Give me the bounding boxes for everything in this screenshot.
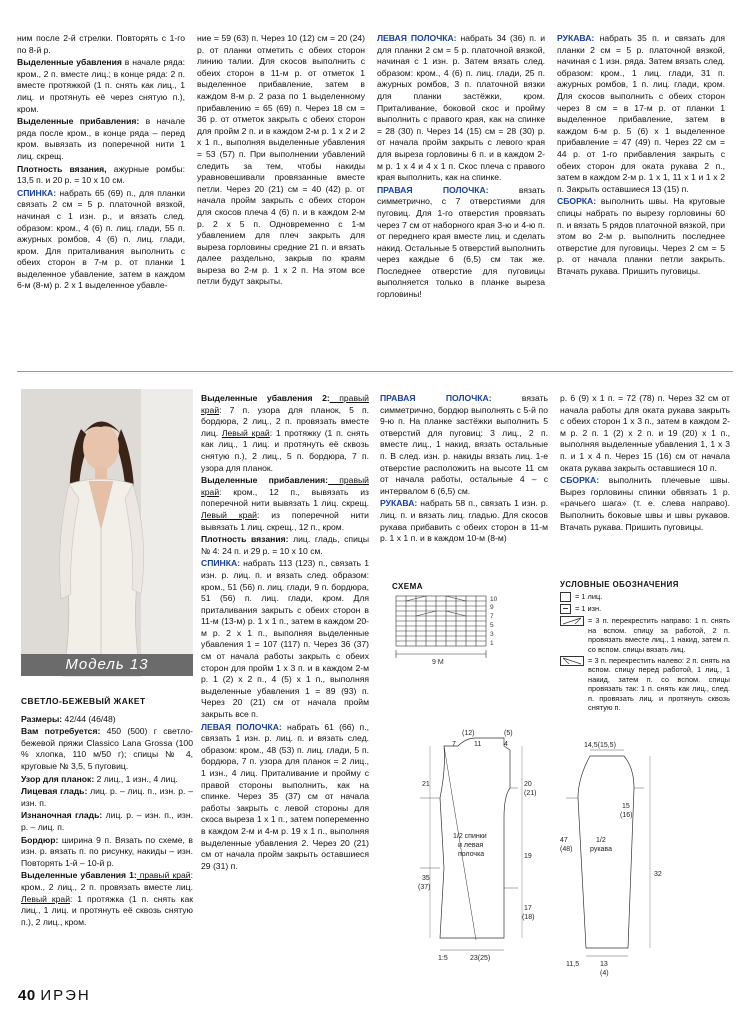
para-text: набрать 58 п., связать 1 изн. р. лиц. п. и вязать лиц. гладью. Для скосов рукава прибавить с обеих сторон в 11-м р. 1 х 1 п. и в каждом 10-м (8-м) (380, 498, 548, 544)
legend-item (560, 656, 730, 712)
para-text: : 1 протяжку (1 п. снять как лиц., 1 лиц. и протянуть её сквозь снятую п.), 2 лиц., 5 п. бордюра, 7 п. узора для планок. (201, 427, 369, 473)
p2-r16: (16) (620, 812, 633, 819)
top1-para (17, 188, 185, 292)
para-heading: Вам потребуется: (21, 726, 101, 737)
schema-row-5: 5 (490, 622, 494, 629)
schema-row-3: 3 (490, 631, 494, 638)
p1-top12: (12) (462, 730, 475, 737)
top-col-4 (557, 33, 725, 278)
mid3-para (380, 393, 548, 497)
underlined-term: правый край (201, 475, 369, 497)
schema-row-9: 9 (490, 604, 494, 611)
para-heading: Выделенные прибавления: (17, 116, 140, 127)
mid2-para (201, 393, 369, 474)
pattern-body (400, 728, 548, 968)
para-text: набрать 34 (36) п. и для планки 2 см = 5 р. платочной вязкой, начиная с 1 изн. р. Затем вязать след. образом: кром., 4 (6) п. лиц. глади, 25 п. ажурных ромбов, 3 п. платочной вязки для планки застёжки, кром. Приталивание, боковой скос и пройму выполнить с правого края, как на спинке = 28 (30) п. Через 14 (15) см = 28 (30) р. от начала пройм закрыть с левого края для выреза горловины 6 п. и в каждом 2-м р. 1 х 4 и 4 х 1 п. Скос плеча с правого края выполнить, как на спинке. (377, 33, 545, 183)
cross-r-symbol-icon (560, 616, 584, 626)
para-text: лиц. гладь, спицы № 4: 24 п. и 29 р. = 10 х 10 см. (201, 534, 369, 556)
p1-r18: (18) (522, 914, 535, 921)
model-para (21, 786, 193, 809)
section-heading: СБОРКА: (557, 196, 597, 207)
mid4-para (560, 393, 730, 474)
para-text: набрать 65 (69) п., для планки связать 2 см = 5 р. платочной вязкой, начиная с 1 изн. р., и вязать след. образом: кром., 4 (6) п. лиц. глади, 55 п. ажурных ромбов, 4 (6) п. лиц. глади, кром. Для приталивания выполнить с обеих сторон в 7-м р. от планки 1 выделенное убавление, затем в каждом 6-м (8-м) р. 2 х 1 выделенное убавле- (17, 187, 185, 291)
p1-r19: 19 (524, 853, 532, 860)
legend-item (560, 616, 730, 654)
schema-width: 9 М (432, 659, 444, 666)
para-heading: Бордюр: (21, 834, 59, 845)
pattern-sleeve (560, 738, 680, 977)
para-text: в начале ряда после кром., в конце ряда – перед кром. вывязать из поперечной нити 1 лиц. скрещ. (17, 116, 186, 161)
para-text: ние = 59 (63) п. Через 10 (12) см = 20 (24) р. от планки отметить с обеих сторон линию талии. Для скосов выполнить с обеих сторон в 11-м р. от отметок 1 выделенное прибавление, затем в каждом 8-м р. 2 раза по 1 выделенному прибавлению = 65 (69) п. Через 18 см = 36 р. от отметок закрыть с обеих сторон для пройм 2 п. и в каждом 2-м р. 1 х 2 и 2 х 1 п., выполняя выделенные убавления = 53 (57) п. При выполнении убавлений следить за тем, чтобы накиды уравновешивали провязанные вместе петли. Через 20 (21) см = 40 (42) р. от начала пройм закрыть с обеих сторон для скосов плеча 4 (6) п. и в каждом 2-м р. 2 х 5 п. Одновременно с 1-м убавлением для плеч закрыть для выреза горловины средние 21 п. и вязать далее раздельно, закрыв по краям выреза во 2-м р. 1 х 2 п. На этом все петли будут закрыты. (197, 33, 365, 287)
para-heading: Плотность вязания, (17, 163, 107, 174)
model-para (21, 870, 193, 928)
p2-r32: 32 (654, 871, 662, 878)
para-heading: Выделенные прибавления: (201, 475, 329, 486)
para-text: : из поперечной нити вывязать 1 лиц. скрещ., 12 п., кром. (201, 509, 369, 532)
mid-col-2 (201, 393, 369, 873)
para-text: 450 (500) г светло-бежевой пряжи Classico Lana Grossa (100 % хлопка, 110 м/50 г); спицы № 4, круговые № 3,5, 5 пуговиц. (21, 726, 193, 771)
p1-top4: 4 (504, 741, 508, 748)
para-text: ширина 9 п. Вязать по схеме, в изн. р. вязать п. по рисунку, накиды – изн. Повторять 1-й – 10-й р. (21, 834, 193, 868)
top1-para (17, 116, 185, 162)
woman-jacket-illustration (21, 389, 193, 676)
p1-center2: и левая (458, 842, 484, 849)
legend-text: = 3 п. перекрестить налево: 2 п. снять на вспом. спицу перед работой, 1 лиц., 1 накид, затем п. со вспом. спицы провязать так: 1 п. снять как лиц., след. п. провязать лиц. и протянуть сквозь снятую п. (588, 656, 730, 713)
section-heading: ЛЕВАЯ ПОЛОЧКА: (201, 721, 282, 732)
para-text: : 1 протяжка (1 п. снять как лиц., 1 лиц. и протянуть её сквозь снятую п.), 2 лиц., кром. (21, 893, 193, 927)
underlined-term: Левый край (21, 893, 70, 904)
p2-r15: 15 (622, 803, 630, 810)
para-text: 42/44 (46/48) (62, 713, 116, 724)
p2-center: 1/2 (596, 837, 606, 844)
para-text: лиц. р. – изн. п., изн. р. – лиц. п. (21, 810, 193, 832)
p2-b13: 13 (600, 961, 608, 968)
para-heading: Изнаночная гладь: (21, 810, 103, 821)
para-text: ним после 2-й стрелки. Повторять с 1-го по 8-й р. (17, 33, 185, 55)
para-text: : кром., 2 лиц., 2 п. провязать вместе лиц. (21, 870, 193, 892)
p1-center1: 1/2 спинки (453, 833, 487, 840)
top3-para (377, 185, 545, 301)
model-photo (21, 389, 193, 676)
para-heading: Выделенные убавления (17, 57, 122, 68)
top3-para (377, 33, 545, 184)
para-text: выполнить швы. На круговые спицы набрать по вырезу горловины 60 п. и вязать 5 рядов платочной вязкой, при этом во 2-м р. выполнить последнее отверстие для пуговицы. Через 2 см = 5 р. от начала планки петли закрыть. Втачать рукава. Пришить пуговицы. (557, 196, 725, 276)
p2-l47: 47 (560, 837, 568, 844)
model-para (21, 714, 193, 726)
legend (560, 580, 730, 714)
model-title: СВЕТЛО-БЕЖЕВЫЙ ЖАКЕТ (21, 696, 146, 706)
p1-l35: 35 (422, 875, 430, 882)
p1-b15: 1:5 (438, 955, 448, 962)
legend-item (560, 592, 730, 602)
top-col-2 (197, 33, 365, 289)
mid2-para (201, 558, 369, 720)
schema-row-10: 10 (490, 596, 498, 603)
section-heading: РУКАВА: (380, 498, 418, 509)
top-col-3 (377, 33, 545, 302)
p1-top7: 7 (452, 741, 456, 748)
section-divider (17, 371, 733, 372)
mid4-para (560, 475, 730, 533)
para-text: ажурные ромбы: 13,5 п. и 20 р. = 10 х 10 см. (17, 163, 185, 186)
top2-para (197, 33, 365, 288)
p1-center3: полочка (458, 851, 485, 858)
section-heading: СБОРКА: (560, 475, 600, 486)
schema-row-1: 1 (490, 640, 494, 647)
section-heading: ЛЕВАЯ ПОЛОЧКА: (377, 33, 457, 43)
para-text: вязать симметрично, с 7 отверстиями для пуговиц. Для 1-го отверстия провязать через 7 см от наборного края 3-ю и 4-ю п. от переднего края вместе лиц. и сделать накид. Остальные 5 отверстий выполнить через каждые 6 (6,5) см так же. Последнее отверстие для пуговицы выполняется только в планке выреза горловины! (377, 184, 545, 300)
para-heading: Размеры: (21, 713, 63, 724)
para-heading: Выделенные убавления 1: (21, 870, 137, 881)
p1-top11: 11 (474, 741, 482, 748)
page-footer (18, 987, 91, 1004)
mid-col-3 (380, 393, 548, 546)
schema-row-7: 7 (490, 613, 494, 620)
underlined-term: правый край (136, 870, 191, 881)
model-label: Модель 13 (21, 654, 193, 676)
para-heading: Узор для планок: (21, 773, 95, 784)
para-text: вязать симметрично, бордюр выполнять с 5-й по 9-ю п. На планке застёжки выполнить 5 отверстий для пуговиц: 3 лиц., 2 п. вместе лиц., 1 накид, вязать остальные п. В след. изн. р. накиды вязать лиц. 1-е отверстие расположить на высоте 11 см от начала работы, остальные 4 – с интервалом 6 (6,5) см. (380, 393, 548, 496)
top-col-1 (17, 33, 185, 293)
magazine-name: ИРЭН (40, 987, 91, 1004)
p1-l37: (37) (418, 884, 431, 891)
p2-b11: 11,5 (566, 961, 580, 968)
mid2-para (201, 722, 369, 873)
top1-para (17, 164, 185, 187)
schema-title: СХЕМА (392, 582, 424, 591)
p2-b4: (4) (600, 970, 609, 977)
para-heading: Выделенные убавления 2: (201, 393, 330, 403)
para-text: 2 лиц., 1 изн., 4 лиц. (94, 773, 178, 784)
legend-text: = 3 п. перекрестить направо: 1 п. снять на вспом. спицу за работой, 2 п. провязать вместе лиц., 1 накид, затем п. со вспом. спицы вязать лиц. (588, 616, 730, 654)
legend-text: = 1 лиц. (575, 592, 603, 602)
para-text: выполнить плечевые швы. Вырез горловины спинки обвязать 1 р. «рачьего шага» (т. е. слева направо). Выполнить боковые швы и швы рукавов. Втачать рукава. Пришить пуговицы. (560, 475, 730, 532)
legend-text: = 1 изн. (575, 604, 602, 614)
para-text: набрать 61 (66) п., связать 1 изн. р. лиц. п. и вязать след. образом: кром., 48 (53) п. лиц. глади, 5 п. бордюра, 7 п. узора для планок = 2 лиц., 1 изн., 4 лиц. Приталивание и пройму с правой стороны выполнить, как на спинке. Через 35 (37) см от начала работы закрыть с левой стороны для скоса выреза 1 х 1 п., затем попеременно в каждом 2-м и 4-м р. 19 х 1 п., выполняя выделенные убавления 2. Через 20 (21) см от начала пройм закрыть оставшиеся 29 (31) п. (201, 721, 369, 871)
model-details (21, 696, 193, 929)
p1-r21: (21) (524, 790, 537, 797)
model-para (21, 774, 193, 786)
schema-block (392, 582, 522, 682)
section-heading: СПИНКА: (201, 558, 241, 569)
mid2-para (201, 475, 369, 533)
page-number: 40 (18, 987, 36, 1004)
p2-top: 14,5(15,5) (584, 742, 616, 749)
section-heading: ПРАВАЯ ПОЛОЧКА: (380, 393, 492, 403)
p2-l48: (48) (560, 846, 573, 853)
empty-symbol-icon (560, 592, 571, 602)
p1-l21: 21 (422, 781, 430, 788)
p2-center2: рукава (590, 846, 612, 853)
underlined-term: Левый край (201, 509, 257, 520)
para-heading: Лицевая гладь: (21, 786, 88, 797)
para-text: набрать 35 п. и связать для планки 2 см = 5 р. платочной вязкой, начиная с 1 изн. ряда. Затем вязать след. образом: кром., 1 лиц. глади, 31 п. ажурных ромбов, 1 п. лиц. глади, кром. Для скосов выполнить с обеих сторон через 8 см = в 17-м р. от планки 1 выделенное прибавление, затем в каждом 6-м р. 5 (6) х 1 выделенное прибавление = 47 (49) п. Через 22 см = 44 р. от 1-го прибавления закрыть с обеих сторон для оката рукава 2 п., затем в каждом 2-м р. 1 х 1, 11 х 1 и 1 х 2 п. Закрыть оставшиеся 13 (15) п. (557, 33, 725, 194)
p1-b23: 23(25) (470, 955, 491, 962)
model-para (21, 810, 193, 833)
para-text: : 7 п. узора для планок, 5 п. бордюра, 2 лиц., 2 п. провязать вместе лиц. (201, 404, 369, 438)
model-para (21, 726, 193, 772)
para-text: набрать 113 (123) п., связать 1 изн. р. лиц. п. и вязать след. образом: кром., 51 (56) п. лиц. глади, 9 п. бордюра, 51 (56) п. лиц. глади, кром. Для приталивания закрыть с обеих сторон в 11-м (13-м) р. 1 х 1 п., затем в каждом 20-м р. 2 х 1 п., выполняя выделенные убавления 1 = 107 (117) п. Через 36 (37) см от начала работы закрыть с обеих сторон для пройм 1 х 3 п. и в каждом 2-м р. 1 (2) х 2 п., 4 (5) х 1 п., выполняя выделенные убавления 1 = 89 (93) п. Через 20 (21) см от начала пройм закрыть все п. (201, 558, 369, 720)
mid3-para (380, 498, 548, 544)
mid2-para (201, 534, 369, 557)
p1-r17: 17 (524, 905, 532, 912)
model-para (21, 835, 193, 870)
top4-para (557, 33, 725, 195)
dash-symbol-icon (560, 604, 571, 614)
p1-r20: 20 (524, 781, 532, 788)
underlined-term: Левый край (221, 427, 270, 438)
section-heading: СПИНКА: (17, 187, 57, 198)
section-heading: РУКАВА: (557, 33, 595, 43)
legend-item (560, 604, 730, 614)
para-text: в начале ряда: кром., 2 п. вместе лиц.; в конце ряда: 2 п. вместе протяжкой (1 п. снять как лиц., 1 лиц. и протянуть её через снятую п.), кром. (17, 57, 185, 114)
para-text: : кром., 12 п., вывязать из поперечной нити вывязать 1 лиц. скрещ. (201, 486, 369, 509)
top1-para (17, 33, 185, 56)
top1-para (17, 57, 185, 115)
para-heading: Плотность вязания: (201, 534, 289, 545)
top4-para (557, 196, 725, 277)
schema-grid (392, 592, 522, 682)
mid-col-4 (560, 393, 730, 534)
legend-title: УСЛОВНЫЕ ОБОЗНАЧЕНИЯ (560, 580, 679, 589)
para-text: лиц. р. – лиц. п., изн. р. – изн. п. (21, 786, 193, 808)
para-text: р. 6 (9) х 1 п. = 72 (78) п. Через 32 см от начала работы для оката рукава закрыть с обеих сторон 1 х 3 п., затем в каждом 2-м р. 2 п. 1 (2) х 2 п. и 19 (20) х 1 п., выполняя выделенные убавления 1, 1 х 3 п. и 1 х 4 п. Через 15 (16) см от начала оката рукава закрыть оставшиеся 10 п. (560, 393, 730, 473)
p1-top5: (5) (504, 730, 513, 737)
cross-l-symbol-icon (560, 656, 584, 666)
underlined-term: правый край (201, 393, 369, 415)
section-heading: ПРАВАЯ ПОЛОЧКА: (377, 184, 489, 195)
